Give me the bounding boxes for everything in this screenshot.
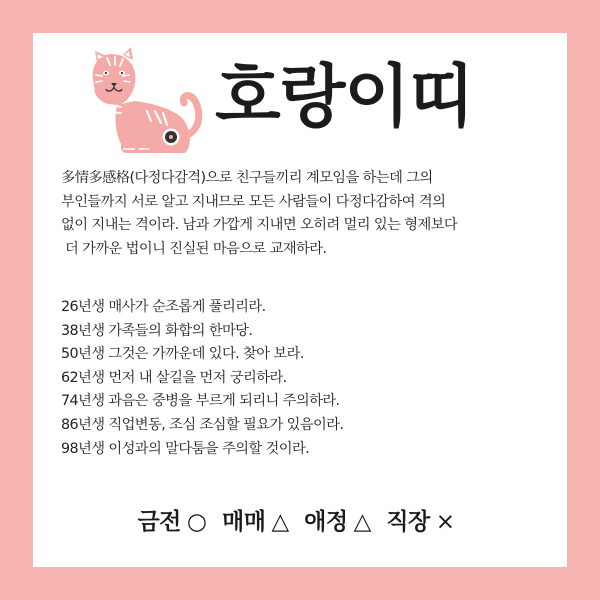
summary-label-money: 금전 bbox=[137, 509, 181, 535]
fortune-summary bbox=[33, 503, 567, 536]
fortune-year: 86년생 bbox=[61, 416, 105, 433]
page-title: 호랑이띠 bbox=[215, 58, 474, 137]
summary-label-trade: 매매 bbox=[222, 509, 266, 535]
summary-mark-work: × bbox=[435, 509, 455, 535]
fortune-text: 그것은 가까운데 있다. 찾아 보라. bbox=[108, 346, 304, 363]
fortune-list bbox=[61, 296, 551, 461]
fortune-year: 62년생 bbox=[61, 369, 105, 386]
header bbox=[33, 33, 567, 163]
fortune-item bbox=[61, 320, 551, 344]
fortune-item bbox=[61, 438, 551, 462]
fortune-year: 74년생 bbox=[61, 393, 105, 410]
summary-mark-love: △ bbox=[353, 509, 371, 535]
fortune-item bbox=[61, 390, 551, 414]
fortune-item bbox=[61, 296, 551, 320]
fortune-text: 이성과의 말다툼을 주의할 것이라. bbox=[108, 440, 310, 457]
fortune-year: 50년생 bbox=[61, 346, 105, 363]
fortune-text: 가족들의 화합의 한마당. bbox=[108, 322, 253, 339]
fortune-text: 먼저 내 살길을 먼저 궁리하라. bbox=[108, 369, 287, 386]
description-line: 없이 지내는 격이라. 남과 가깝게 지내면 오히려 멀리 있는 형제보다 bbox=[61, 217, 458, 234]
summary-label-love: 애정 bbox=[304, 509, 348, 535]
fortune-item bbox=[61, 414, 551, 438]
fortune-item bbox=[61, 367, 551, 391]
summary-mark-trade: △ bbox=[271, 509, 289, 535]
fortune-year: 98년생 bbox=[61, 440, 105, 457]
description-line: 부인들까지 서로 알고 지내므로 모든 사람들이 다정다감하여 격의 bbox=[61, 193, 446, 210]
description bbox=[61, 167, 551, 261]
fortune-text: 과음은 중병을 부르게 되리니 주의하라. bbox=[108, 393, 340, 410]
fortune-text: 매사가 순조롭게 풀리리라. bbox=[108, 299, 266, 315]
tiger-icon bbox=[77, 45, 207, 160]
fortune-text: 직업변동, 조심 조심할 필요가 있음이라. bbox=[108, 416, 344, 433]
description-line: 더 가까운 법이니 진실된 마음으로 교재하라. bbox=[61, 240, 327, 257]
fortune-item bbox=[61, 343, 551, 367]
summary-mark-money: ○ bbox=[186, 509, 207, 535]
fortune-card bbox=[33, 33, 567, 567]
summary-label-work: 직장 bbox=[386, 509, 430, 535]
description-line: 多情多感格(다정다감격)으로 친구들끼리 계모임을 하는데 그의 bbox=[61, 170, 433, 186]
fortune-year: 26년생 bbox=[61, 299, 105, 315]
fortune-year: 38년생 bbox=[61, 322, 105, 339]
